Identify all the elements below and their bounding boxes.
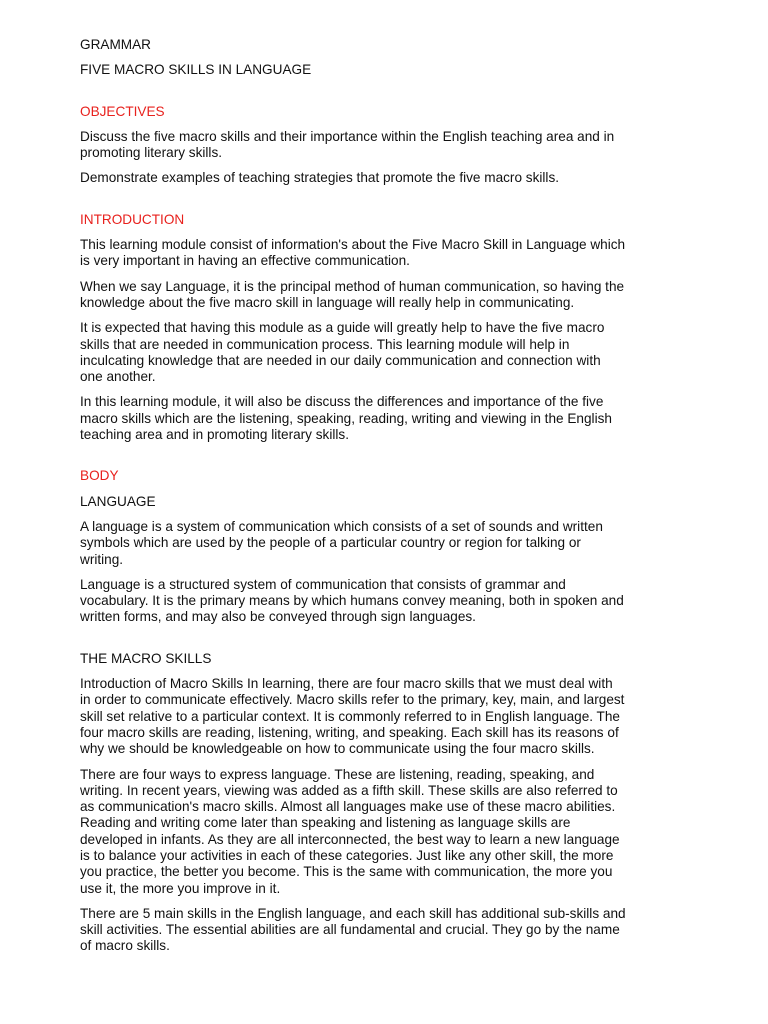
text-line: knowledge about the five macro skill in language will really help in communicating. (80, 294, 575, 310)
text-line: Demonstrate examples of teaching strategies that promote the five macro skills. (80, 170, 560, 186)
text-line: one another. (80, 369, 156, 385)
text-line: skill set relative to a particular context. It is commonly referred to in English language. The (80, 708, 620, 724)
macro-paragraph-2 (80, 767, 688, 897)
text-line: writing. (80, 551, 124, 567)
text-line: is very important in having an effective communication. (80, 253, 410, 269)
text-line: teaching area and in promoting literary skills. (80, 427, 349, 443)
text-line: as communication's macro skills. Almost all languages make use of these macro abilities. (80, 799, 616, 815)
section-heading-body: BODY (80, 468, 119, 484)
text-line: Language is a structured system of communication that consists of grammar and (80, 576, 566, 592)
introduction-paragraph-1 (80, 237, 688, 270)
body-paragraph-2 (80, 577, 688, 626)
text-line: skills that are needed in communication process. This learning module will help in (80, 336, 570, 352)
text-line: A language is a system of communication which consists of a set of sounds and written (80, 518, 603, 534)
macro-paragraph-3 (80, 906, 688, 955)
text-line: you practice, the better you become. This is the same with communication, the more you (80, 864, 613, 880)
introduction-paragraph-3 (80, 320, 688, 385)
text-line: use it, the more you improve in it. (80, 880, 281, 896)
text-line: symbols which are used by the people of a particular country or region for talking or (80, 535, 581, 551)
objectives-paragraph-1 (80, 129, 688, 162)
text-line: When we say Language, it is the principal method of human communication, so having the (80, 278, 625, 294)
text-line: It is expected that having this module as a guide will greatly help to have the five macro (80, 320, 605, 336)
body-paragraph-1 (80, 519, 688, 568)
text-line: There are 5 main skills in the English language, and each skill has additional sub-skills and (80, 905, 626, 921)
document-title-grammar: GRAMMAR (80, 37, 151, 52)
text-line: why we should be knowledgeable on how to communicate using the four macro skills. (80, 741, 595, 757)
text-line: writing. In recent years, viewing was added as a fifth skill. These skills are also referred to (80, 782, 618, 798)
text-line: promoting literary skills. (80, 145, 223, 161)
introduction-paragraph-4 (80, 394, 688, 443)
text-line: in order to communicate effectively. Macro skills refer to the primary, key, main, and largest (80, 692, 625, 708)
text-line: Discuss the five macro skills and their importance within the English teaching area and in (80, 128, 615, 144)
text-line: is to balance your activities in each of these categories. Just like any other skill, the more (80, 847, 614, 863)
text-line: There are four ways to express language. These are listening, reading, speaking, and (80, 766, 595, 782)
objectives-paragraph-2 (80, 170, 688, 186)
section-heading-objectives: OBJECTIVES (80, 103, 165, 119)
text-line: This learning module consist of information's about the Five Macro Skill in Language which (80, 237, 626, 253)
text-line: written forms, and may also be conveyed through sign languages. (80, 609, 476, 625)
section-heading-introduction: INTRODUCTION (80, 211, 185, 227)
text-line: Introduction of Macro Skills In learning, there are four macro skills that we must deal with (80, 676, 613, 692)
text-line: macro skills which are the listening, speaking, reading, writing and viewing in the English (80, 410, 612, 426)
document-page (80, 37, 688, 964)
subheading-language: LANGUAGE (80, 493, 156, 509)
text-line: inculcating knowledge that are needed in our daily communication and connection with (80, 352, 601, 368)
document-title-macro-skills: FIVE MACRO SKILLS IN LANGUAGE (80, 62, 312, 78)
text-line: skill activities. The essential abilities are all fundamental and crucial. They go by the name (80, 922, 620, 938)
text-line: vocabulary. It is the primary means by which humans convey meaning, both in spoken and (80, 593, 624, 609)
introduction-paragraph-2 (80, 279, 688, 312)
text-line: four macro skills are reading, listening, writing, and speaking. Each skill has its reasons of (80, 724, 619, 740)
text-line: of macro skills. (80, 938, 170, 954)
macro-paragraph-1 (80, 676, 688, 757)
text-line: developed in infants. As they are all interconnected, the best way to learn a new language (80, 831, 620, 847)
text-line: Reading and writing come later than speaking and listening as language skills are (80, 815, 571, 831)
subheading-macro-skills: THE MACRO SKILLS (80, 650, 212, 666)
text-line: In this learning module, it will also be discuss the differences and importance of the five (80, 394, 604, 410)
